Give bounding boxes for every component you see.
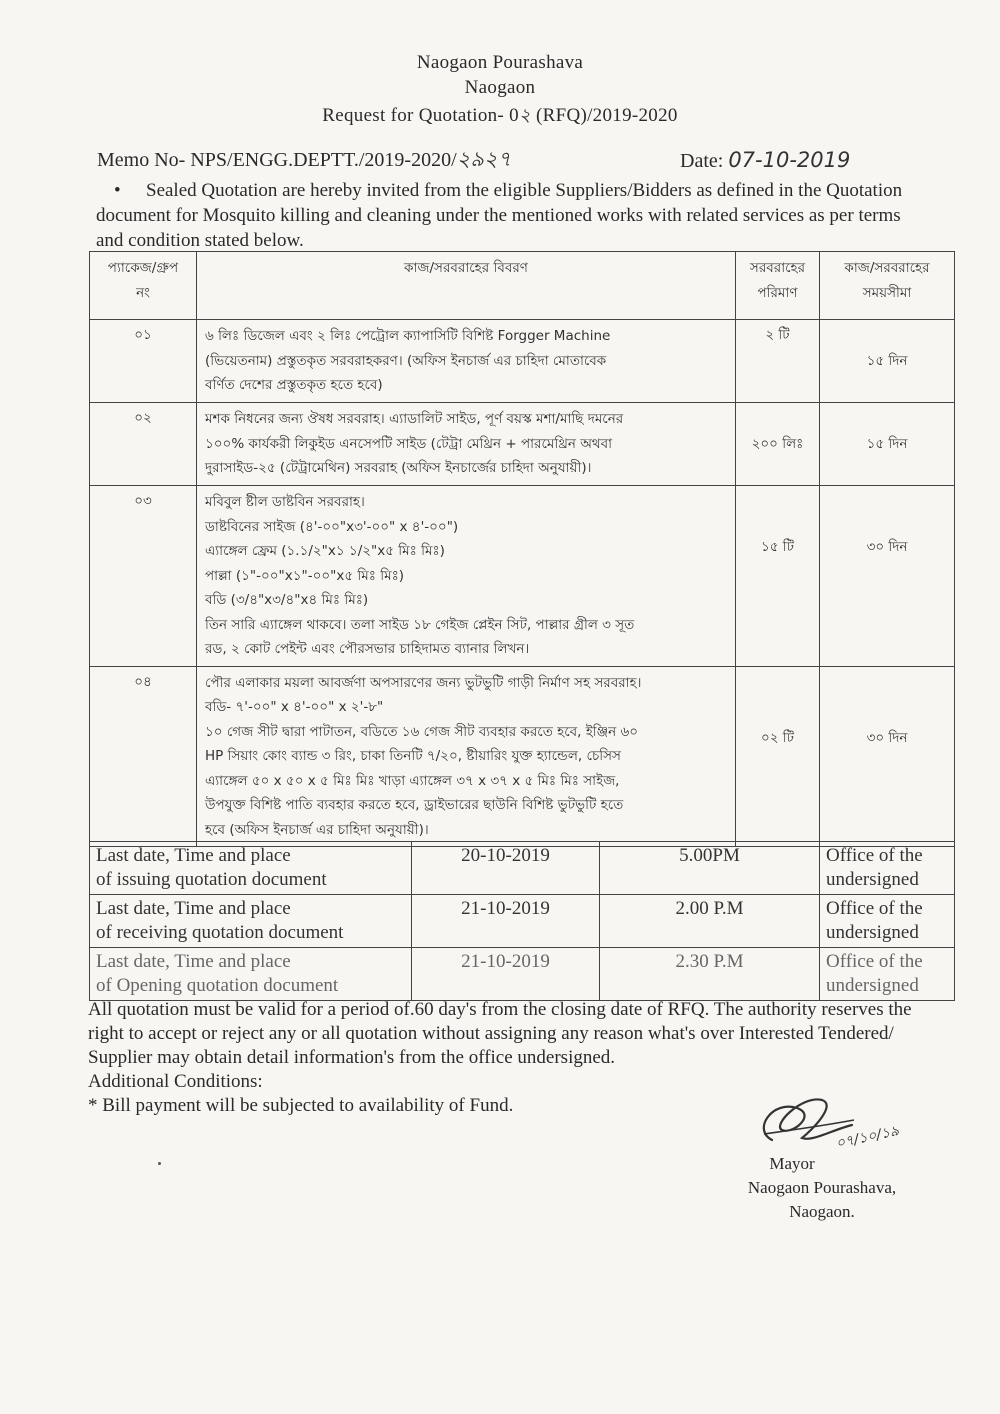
- dates-label: Last date, Time and place of receiving quotation document: [90, 895, 412, 948]
- validity-paragraph: All quotation must be valid for a period of.60 day's from the closing date of RFQ. The authority reserves the right to accept or reject any or all quotation without assigning any reason what's over Interested Tendered/ Supplier may obtain detail information's from the office undersigned.: [88, 999, 912, 1068]
- date-handwritten: 07-10-2019: [728, 148, 851, 172]
- signature-handwritten-date: ০৭/১০/১৯: [834, 1122, 901, 1152]
- row-time: ১৫ দিন: [820, 403, 955, 486]
- header-rfq: [0, 101, 1000, 132]
- memo-label: Memo No- NPS/ENGG.DEPTT./2019-2020/: [97, 149, 457, 171]
- row-description: ৬ লিঃ ডিজেল এবং ২ লিঃ পেট্রোল ক্যাপাসিটি বিশিষ্ট Forgger Machine (ভিয়েতনাম) প্রস্তুতকৃত সরবরাহকরণ। (অফিস ইনচার্জ এর চাহিদা মোতাবেক বর্ণিত দেশের প্রস্তুতকৃত হতে হবে): [197, 320, 736, 403]
- row-number: ০২: [90, 403, 197, 486]
- items-table: [89, 251, 955, 847]
- table-row: [90, 666, 955, 847]
- header-org: Naogaon Pourashava: [416, 52, 584, 73]
- dates-date: 20-10-2019: [412, 842, 600, 895]
- intro-text: Sealed Quotation are hereby invited from the eligible Suppliers/Bidders as defined in the Quotation document for Mosquito killing and cleaning under the mentioned works with related services as per terms and condition stated below.: [96, 180, 903, 251]
- header-time: কাজ/সরবরাহের সময়সীমা: [820, 252, 955, 320]
- row-quantity: ২০০ লিঃ: [736, 403, 820, 486]
- dates-table: [89, 841, 955, 1001]
- dates-label: Last date, Time and place of Opening quotation document: [90, 948, 412, 1001]
- rfq-prefix: Request for Quotation- 0: [322, 105, 519, 126]
- row-time: ১৫ দিন: [820, 320, 955, 403]
- row-description: মশক নিধনের জন্য ঔষধ সরবরাহ। এ্যাডালিট সাইড, পূর্ণ বয়স্ক মশা/মাছি দমনের ১০০% কার্যকরী লিকুইড এনসেপটি সাইড (টেট্রা মেথ্রিন + পারমেথ্রিন অথবা দুরাসাইড-২৫ (টেট্রামেথিন) সরবরাহ (অফিস ইনচার্জের চাহিদা অনুযায়ী)।: [197, 403, 736, 486]
- date-label: Date:: [680, 150, 724, 172]
- signature-scribble: [742, 1090, 901, 1152]
- header-place: Naogaon: [464, 77, 536, 98]
- table-header-row: [90, 252, 955, 320]
- dates-time: 2.30 P.M: [600, 948, 820, 1001]
- header-package: প্যাকেজ/গ্রুপ নং: [90, 252, 197, 320]
- row-number: ০৪: [90, 666, 197, 847]
- dates-place: Office of the undersigned: [820, 948, 955, 1001]
- stray-mark: [158, 1162, 161, 1165]
- memo-number-handwritten: ২৯২৭: [456, 147, 512, 171]
- row-description: পৌর এলাকার ময়লা আবর্জণা অপসারণের জন্য ভুটভুটি গাড়ী নির্মাণ সহ সরবরাহ। বডি- ৭'-০০" x ৪'-০০" x ২'-৮" ১০ গেজ সীট দ্বারা পাটাতন, বডিতে ১৬ গেজ সীট ব্যবহার করতে হবে, ইঞ্জিন ৬০ HP সিয়াং কোং ব্যান্ড ৩ রিং, চাকা তিনটি ৭/২০, ষ্টীয়ারিং যুক্ত হ্যান্ডেল, চেসিস এ্যাঙ্গেল ৫০ x ৫০ x ৫ মিঃ মিঃ খাড়া এ্যাঙ্গেল ৩৭ x ৩৭ x ৫ মিঃ মিঃ সাইজ, উপযুক্ত বিশিষ্ট পাতি ব্যবহার করতে হবে, ড্রাইভারের ছাউনি বিশিষ্ট ভুটভুটি হতে হবে (অফিস ইনচার্জ এর চাহিদা অনুযায়ী)।: [197, 666, 736, 847]
- rfq-handwritten-number: ২: [518, 105, 531, 126]
- additional-conditions-title: Additional Conditions:: [88, 1071, 263, 1092]
- dates-row: [90, 948, 955, 1001]
- dates-row: [90, 842, 955, 895]
- dates-time: 5.00PM: [600, 842, 820, 895]
- header-description: কাজ/সরবরাহের বিবরণ: [197, 252, 736, 320]
- row-number: ০১: [90, 320, 197, 403]
- intro-bullet: •: [114, 180, 121, 201]
- intro-paragraph: [96, 178, 906, 253]
- signature-org: Naogaon Pourashava,: [747, 1178, 897, 1197]
- row-quantity: ২ টি: [736, 320, 820, 403]
- signature-block: [712, 1090, 932, 1224]
- dates-time: 2.00 P.M: [600, 895, 820, 948]
- table-row: [90, 403, 955, 486]
- row-quantity: ১৫ টি: [736, 486, 820, 667]
- signature-place: Naogaon.: [789, 1202, 855, 1221]
- dates-date: 21-10-2019: [412, 895, 600, 948]
- bill-condition: * Bill payment will be subjected to availability of Fund.: [88, 1095, 514, 1116]
- dates-place: Office of the undersigned: [820, 895, 955, 948]
- date-line: [680, 148, 850, 173]
- dates-label: Last date, Time and place of issuing quotation document: [90, 842, 412, 895]
- table-row: [90, 486, 955, 667]
- dates-place: Office of the undersigned: [820, 842, 955, 895]
- row-number: ০৩: [90, 486, 197, 667]
- dates-date: 21-10-2019: [412, 948, 600, 1001]
- row-time: ৩০ দিন: [820, 666, 955, 847]
- row-time: ৩০ দিন: [820, 486, 955, 667]
- row-description: মবিবুল ষ্টীল ডাষ্টবিন সরবরাহ। ডাষ্টবিনের সাইজ (৪'-০০"x৩'-০০" x ৪'-০০") এ্যাঙ্গেল ফ্রেম (১.১/২"x১ ১/২"x৫ মিঃ মিঃ) পাল্লা (১"-০০"x১"-০০"x৫ মিঃ মিঃ) বডি (৩/৪"x৩/৪"x৪ মিঃ মিঃ) তিন সারি এ্যাঙ্গেল থাকবে। তলা সাইড ১৮ গেইজ প্লেইন সিট, পাল্লার গ্রীল ৩ সূত রড, ২ কোট পেইন্ট এবং পৌরসভার চাহিদামত ব্যানার লিখন।: [197, 486, 736, 667]
- header-quantity: সরবরাহের পরিমাণ: [736, 252, 820, 320]
- dates-row: [90, 895, 955, 948]
- rfq-suffix: (RFQ)/2019-2020: [535, 105, 678, 126]
- table-row: [90, 320, 955, 403]
- row-quantity: ০২ টি: [736, 666, 820, 847]
- memo-line: [97, 143, 511, 178]
- signature-title: Mayor: [769, 1154, 815, 1173]
